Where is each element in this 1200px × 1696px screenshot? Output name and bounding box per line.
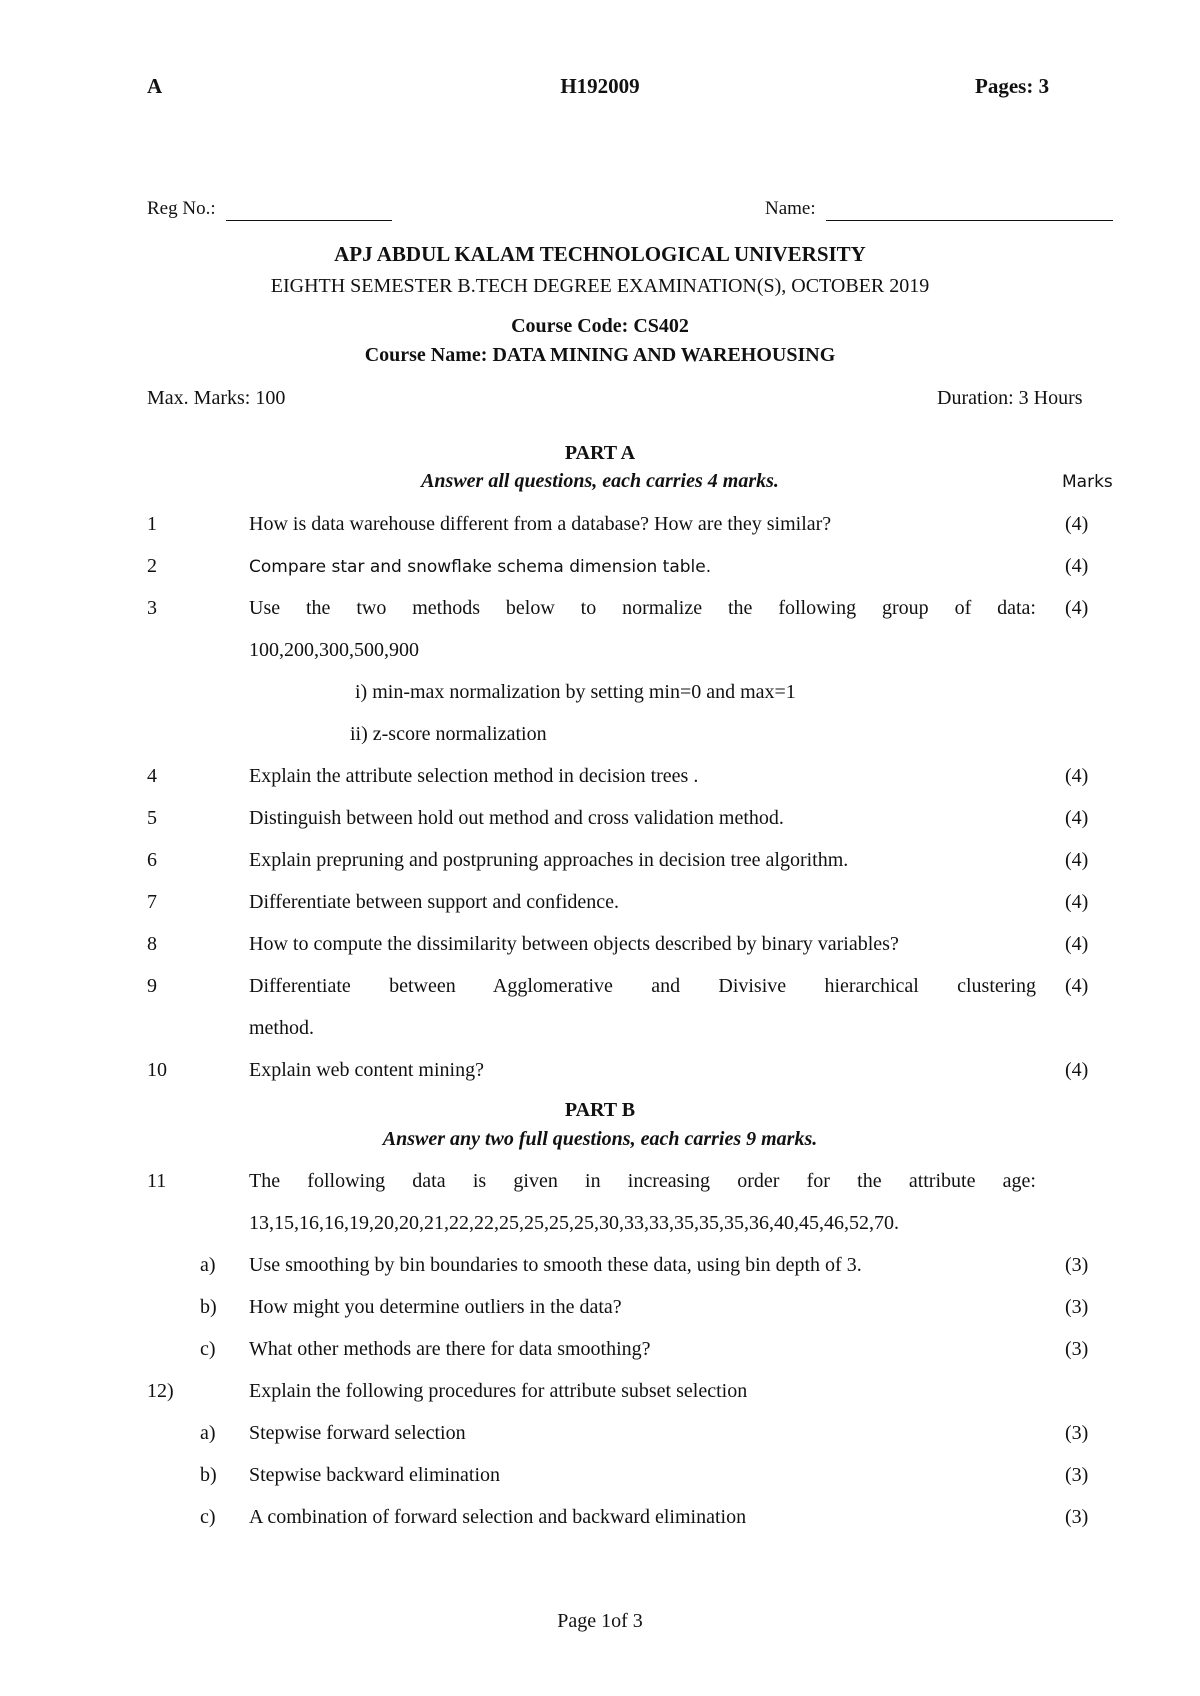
- question-number: 6: [147, 849, 157, 871]
- subquestion-marks: (3): [1065, 1296, 1089, 1318]
- question-number: 10: [147, 1059, 167, 1081]
- question-row: [0, 933, 1200, 971]
- question-row: [0, 849, 1200, 887]
- subquestion-row: [0, 1422, 1200, 1460]
- part-a-instruction: Answer all questions, each carries 4 marks.: [421, 470, 779, 492]
- reg-no-blank: [226, 220, 392, 221]
- question-row: [0, 807, 1200, 845]
- question-marks: (4): [1065, 891, 1089, 913]
- subquestion-text: How might you determine outliers in the data?: [249, 1296, 622, 1318]
- question-number: 9: [147, 975, 157, 997]
- subquestion-label: b): [200, 1296, 217, 1318]
- question-marks: (4): [1065, 933, 1089, 955]
- question-row: [0, 765, 1200, 803]
- subquestion-marks: (3): [1065, 1506, 1089, 1528]
- subquestion-text: Stepwise forward selection: [249, 1422, 466, 1444]
- question-marks: (4): [1065, 849, 1089, 871]
- subpoint-text: ii) z-score normalization: [350, 723, 547, 745]
- subquestion-marks: (3): [1065, 1254, 1089, 1276]
- subquestion-marks: (3): [1065, 1464, 1089, 1486]
- reg-no-label: Reg No.:: [147, 198, 216, 219]
- course-name: Course Name: DATA MINING AND WAREHOUSING: [364, 344, 836, 366]
- question-number: 2: [147, 555, 157, 577]
- question-text: Explain the following procedures for attribute subset selection: [249, 1380, 748, 1402]
- part-b-instruction: Answer any two full questions, each carries 9 marks.: [382, 1128, 818, 1150]
- question-number: 3: [147, 597, 157, 619]
- question-number: 1: [147, 513, 157, 535]
- course-code: Course Code: CS402: [511, 315, 689, 337]
- subquestion-row: [0, 1464, 1200, 1502]
- subquestion-text: Use smoothing by bin boundaries to smooth these data, using bin depth of 3.: [249, 1254, 862, 1276]
- set-label: A: [147, 74, 163, 98]
- question-row: [0, 513, 1200, 551]
- name-label: Name:: [765, 198, 816, 219]
- question-text: The following data is given in increasing order for the attribute age:: [249, 1170, 1036, 1192]
- question-marks: (4): [1065, 1059, 1089, 1081]
- paper-code: H192009: [560, 74, 640, 98]
- question-marks: (4): [1065, 555, 1089, 577]
- question-continuation: [0, 1017, 1200, 1055]
- question-row: [0, 555, 1200, 593]
- question-row: [0, 975, 1200, 1013]
- question-text: Use the two methods below to normalize the following group of data:: [249, 597, 1036, 619]
- question-number: 5: [147, 807, 157, 829]
- question-data: 100,200,300,500,900: [249, 639, 419, 661]
- question-number: 4: [147, 765, 157, 787]
- question-continuation: [0, 639, 1200, 677]
- university-name: APJ ABDUL KALAM TECHNOLOGICAL UNIVERSITY: [334, 242, 866, 266]
- subquestion-row: [0, 1296, 1200, 1334]
- question-marks: (4): [1065, 975, 1089, 997]
- question-text: Differentiate between support and confidence.: [249, 891, 620, 913]
- max-marks: Max. Marks: 100: [147, 387, 286, 409]
- question-marks: (4): [1065, 765, 1089, 787]
- subquestion-row: [0, 1506, 1200, 1544]
- question-text: Distinguish between hold out method and cross validation method.: [249, 807, 784, 829]
- question-number: 7: [147, 891, 157, 913]
- pages-count: Pages: 3: [975, 74, 1050, 98]
- question-row: [0, 1059, 1200, 1097]
- question-text: Explain web content mining?: [249, 1059, 484, 1081]
- subquestion-text: A combination of forward selection and backward elimination: [249, 1506, 747, 1528]
- question-number: 12): [147, 1380, 174, 1402]
- question-text-continued: method.: [249, 1017, 314, 1039]
- question-text: Differentiate between Agglomerative and Divisive hierarchical clustering: [249, 975, 1036, 997]
- question-text: How to compute the dissimilarity between objects described by binary variables?: [249, 933, 899, 955]
- question-subpoint: [0, 723, 1200, 761]
- subquestion-label: c): [200, 1506, 216, 1528]
- subquestion-label: b): [200, 1464, 217, 1486]
- subquestion-label: c): [200, 1338, 216, 1360]
- question-number: 8: [147, 933, 157, 955]
- question-subpoint: [0, 681, 1200, 719]
- part-a-heading: PART A: [564, 442, 636, 464]
- question-text: Explain prepruning and postpruning approaches in decision tree algorithm.: [249, 849, 849, 871]
- duration: Duration: 3 Hours: [937, 387, 1083, 409]
- subquestion-marks: (3): [1065, 1338, 1089, 1360]
- subquestion-row: [0, 1338, 1200, 1376]
- question-data: 13,15,16,16,19,20,20,21,22,22,25,25,25,25,30,33,33,35,35,35,36,40,45,46,52,70.: [249, 1212, 899, 1234]
- name-blank: [826, 220, 1113, 221]
- question-row: [0, 891, 1200, 929]
- question-marks: (4): [1065, 513, 1089, 535]
- subquestion-text: What other methods are there for data smoothing?: [249, 1338, 651, 1360]
- subquestion-text: Stepwise backward elimination: [249, 1464, 501, 1486]
- question-marks: (4): [1065, 597, 1089, 619]
- part-b-heading: PART B: [564, 1099, 636, 1121]
- question-text: Explain the attribute selection method in decision trees .: [249, 765, 699, 787]
- question-row: [0, 1380, 1200, 1418]
- marks-column-label: Marks: [1062, 472, 1113, 492]
- question-number: 11: [147, 1170, 167, 1192]
- question-row: [0, 597, 1200, 635]
- subquestion-row: [0, 1254, 1200, 1292]
- page-footer: Page 1of 3: [557, 1610, 643, 1632]
- subquestion-marks: (3): [1065, 1422, 1089, 1444]
- question-continuation: [0, 1212, 1200, 1250]
- exam-title: EIGHTH SEMESTER B.TECH DEGREE EXAMINATION(S), OCTOBER 2019: [270, 275, 930, 297]
- subquestion-label: a): [200, 1422, 216, 1444]
- question-text: Compare star and snowflake schema dimension table.: [249, 557, 712, 577]
- subquestion-label: a): [200, 1254, 216, 1276]
- subpoint-text: i) min-max normalization by setting min=0 and max=1: [355, 681, 796, 703]
- question-marks: (4): [1065, 807, 1089, 829]
- question-text: How is data warehouse different from a database? How are they similar?: [249, 513, 832, 535]
- question-row: [0, 1170, 1200, 1208]
